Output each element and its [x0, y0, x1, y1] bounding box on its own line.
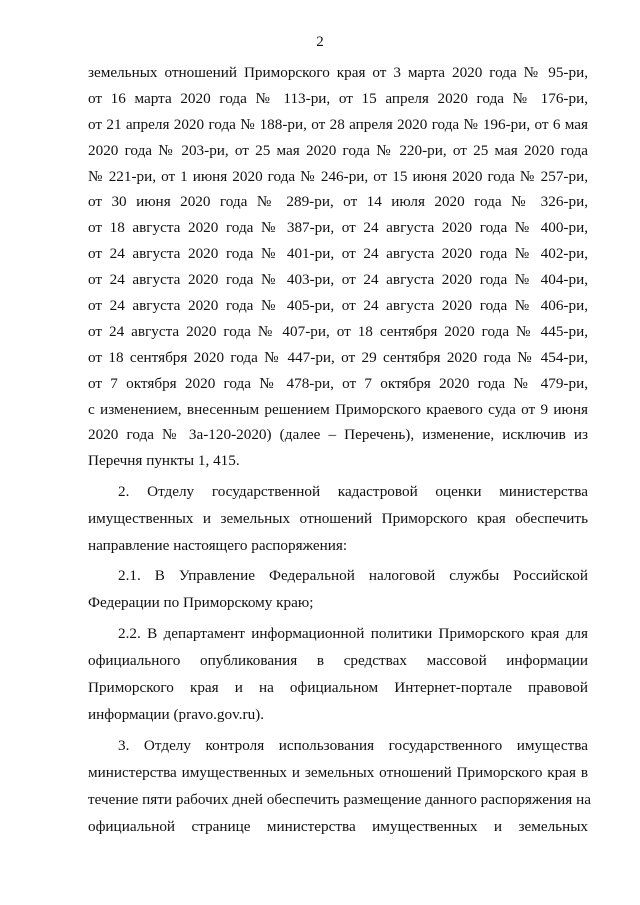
text-line: от 18 сентября 2020 года № 447-ри, от 29 сентября 2020 года № 454-ри,	[88, 348, 588, 366]
page-number: 2	[316, 34, 324, 50]
text-line: 2. Отделу государственной кадастровой оценки министерства	[118, 483, 588, 500]
text-line: 2.2. В департамент информационной политики Приморского края для	[118, 625, 588, 642]
text-line: Приморского края и на официальном Интернет-портале правовой	[88, 679, 588, 696]
text-line: министерства имущественных и земельных отношений Приморского края в	[88, 764, 588, 781]
text-line: от 18 августа 2020 года № 387-ри, от 24 августа 2020 года № 400-ри,	[88, 219, 588, 237]
text-line: 2020 года № 203-ри, от 25 мая 2020 года № 220-ри, от 25 мая 2020 года	[88, 141, 588, 159]
text-line: от 7 октября 2020 года № 478-ри, от 7 октября 2020 года № 479-ри,	[88, 374, 588, 392]
text-line: 3. Отделу контроля использования государственного имущества	[118, 737, 588, 754]
paragraph-3	[88, 733, 591, 841]
paragraph-2-1	[88, 563, 588, 617]
paragraph-1	[88, 60, 588, 474]
text-line: от 30 июня 2020 года № 289-ри, от 14 июля 2020 года № 326-ри,	[88, 193, 588, 211]
text-line: информации (pravo.gov.ru).	[88, 706, 265, 723]
text-line: официального опубликования в средствах массовой информации	[88, 652, 588, 669]
text-line: от 24 августа 2020 года № 407-ри, от 18 сентября 2020 года № 445-ри,	[88, 322, 588, 340]
text-line: 2.1. В Управление Федеральной налоговой службы Российской	[118, 567, 588, 584]
text-line: течение пяти рабочих дней обеспечить размещение данного распоряжения на	[88, 791, 591, 808]
text-line: направление настоящего распоряжения:	[88, 537, 348, 554]
text-line: земельных отношений Приморского края от 3 марта 2020 года № 95-ри,	[88, 64, 588, 81]
paragraph-2-2	[88, 621, 588, 729]
text-line: 2020 года № 3а-120-2020) (далее – Перечень), изменение, исключив из	[88, 426, 588, 444]
text-line: № 221-ри, от 1 июня 2020 года № 246-ри, от 15 июня 2020 года № 257-ри,	[88, 167, 588, 185]
text-line: Перечня пункты 1, 415.	[88, 452, 240, 470]
text-line: Федерации по Приморскому краю;	[88, 594, 314, 611]
text-line: от 21 апреля 2020 года № 188-ри, от 28 апреля 2020 года № 196-ри, от 6 мая	[88, 115, 588, 133]
text-line: официальной странице министерства имущественных и земельных	[88, 818, 588, 835]
paragraph-2	[88, 479, 588, 560]
text-line: от 16 марта 2020 года № 113-ри, от 15 апреля 2020 года № 176-ри,	[88, 89, 588, 107]
text-line: имущественных и земельных отношений Приморского края обеспечить	[88, 510, 588, 527]
text-line: от 24 августа 2020 года № 401-ри, от 24 августа 2020 года № 402-ри,	[88, 245, 588, 263]
text-line: с изменением, внесенным решением Приморского краевого суда от 9 июня	[88, 400, 588, 418]
text-line: от 24 августа 2020 года № 403-ри, от 24 августа 2020 года № 404-ри,	[88, 271, 588, 289]
text-line: от 24 августа 2020 года № 405-ри, от 24 августа 2020 года № 406-ри,	[88, 297, 588, 315]
